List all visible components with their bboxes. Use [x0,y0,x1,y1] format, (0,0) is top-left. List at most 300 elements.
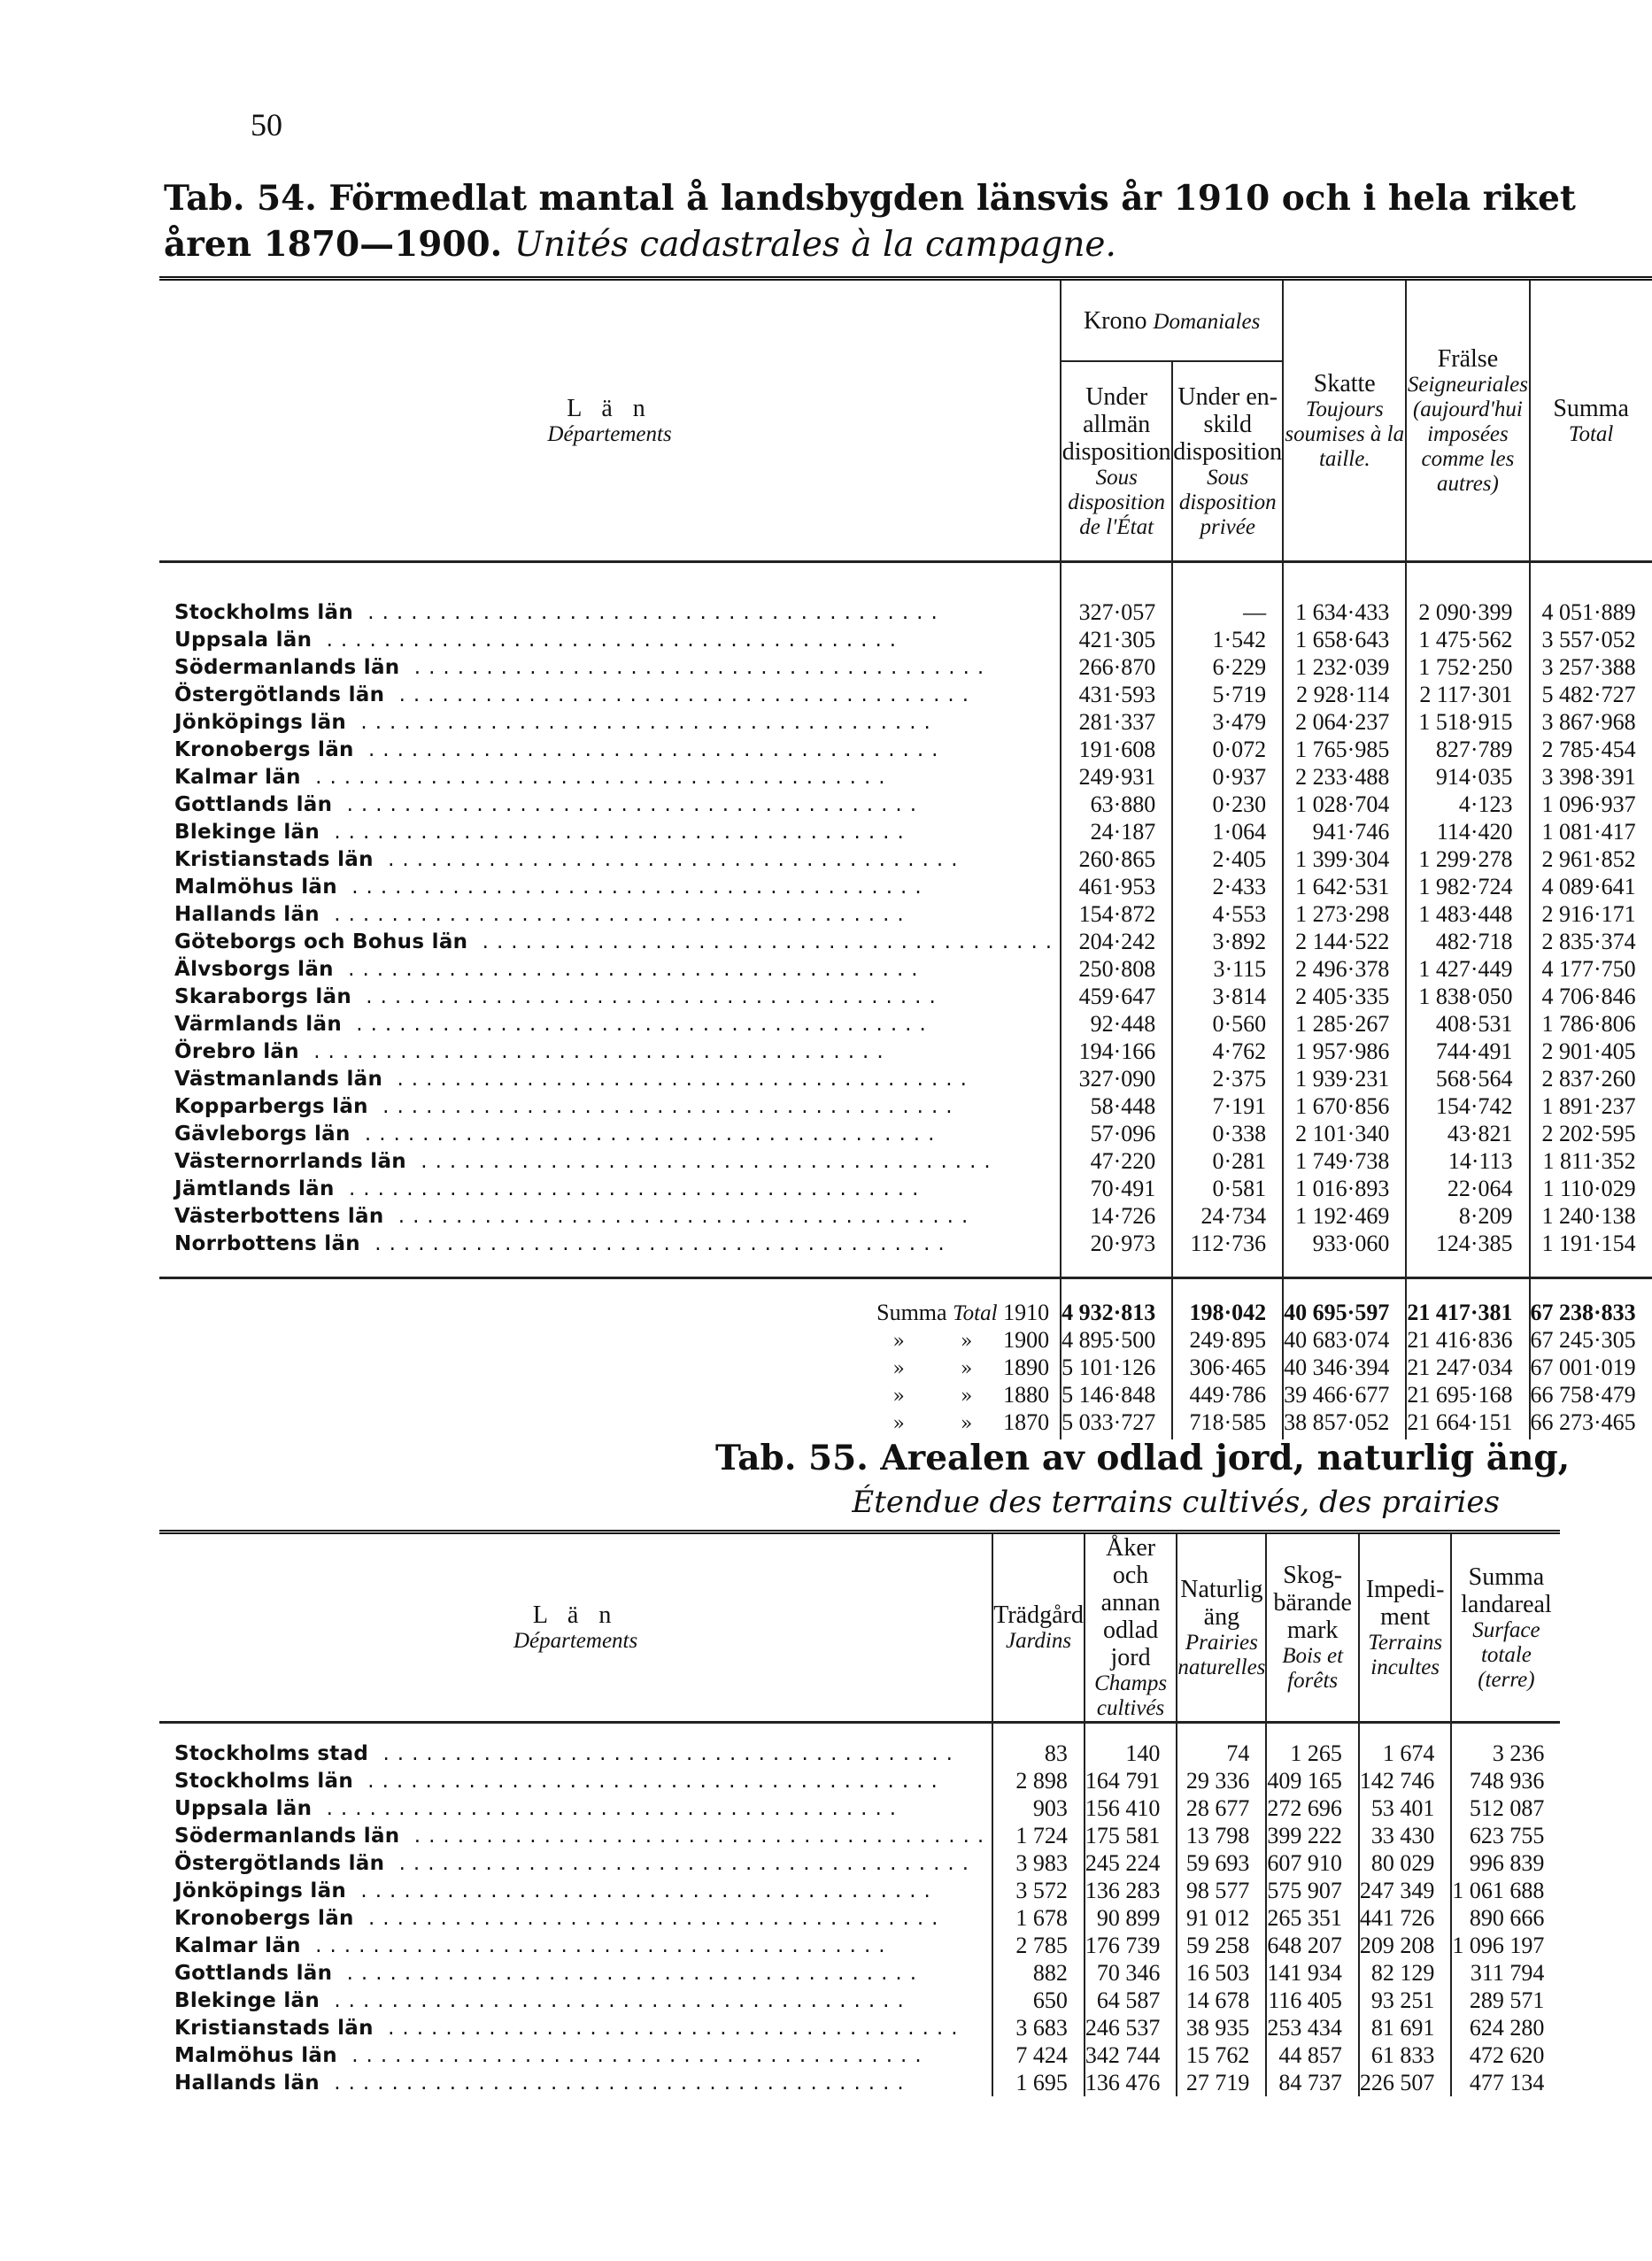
leader-dots: ........................................ [399,1824,992,1848]
leader-dots: ........................................ [312,628,905,652]
sum-summa: 67 001·019 [1530,1354,1652,1381]
cell-skatte: 1 273·298 [1283,900,1406,928]
cell-enskild: 112·736 [1172,1230,1283,1278]
table-row [159,983,1652,1010]
table-row [159,928,1652,955]
lan-name [159,1175,1061,1202]
cell-summa: 1 891·237 [1530,1092,1652,1120]
t55-header-tradgard-sv: Trädgård [993,1601,1084,1629]
table-row [159,1987,1560,2014]
t55-header-skog [1266,1532,1359,1723]
cell-allman: 327·090 [1061,1065,1172,1092]
cell-tradgard: 882 [992,1959,1085,1987]
leader-dots: ........................................ [320,820,912,844]
cell-enskild: 24·734 [1172,1202,1283,1230]
sum-row [159,1381,1652,1408]
cell-skatte: 1 642·531 [1283,873,1406,900]
lan-name [159,1822,992,1849]
sum-year: 1910 [1003,1299,1050,1325]
lan-name [159,1767,992,1794]
cell-allman: 461·953 [1061,873,1172,900]
lan-name-label: Stockholms län [174,600,353,624]
t55-header-aker-fr: Champs cultivés [1094,1671,1168,1720]
cell-aker: 140 [1085,1723,1177,1768]
leader-dots: ........................................ [367,1094,961,1118]
cell-enskild: 2·433 [1172,873,1283,900]
lan-name [159,1038,1061,1065]
lan-name [159,1849,992,1877]
lan-name [159,1202,1061,1230]
lan-name-label: Gottlands län [174,792,333,816]
t55-header-lan-sv: L ä n [532,1601,619,1629]
sum-label [159,1326,1061,1354]
lan-name [159,1877,992,1904]
lan-name-label: Kristianstads län [174,847,374,871]
cell-summa: 2 785·454 [1530,736,1652,763]
cell-allman: 154·872 [1061,900,1172,928]
cell-ang: 98 577 [1177,1877,1266,1904]
cell-enskild: 1·542 [1172,626,1283,653]
cell-fralse: 2 117·301 [1406,681,1529,708]
sum-label-fr: » [960,1412,973,1435]
cell-fralse: 1 982·724 [1406,873,1529,900]
cell-skatte: 1 285·267 [1283,1010,1406,1038]
sum-row [159,1354,1652,1381]
cell-summa: 5 482·727 [1530,681,1652,708]
cell-enskild: 0·338 [1172,1120,1283,1147]
lan-name-label: Jämtlands län [174,1177,335,1200]
cell-allman: 250·808 [1061,955,1172,983]
cell-impediment: 80 029 [1359,1849,1452,1877]
lan-name [159,1120,1061,1147]
cell-ang: 27 719 [1177,2069,1266,2096]
cell-skatte: 2 064·237 [1283,708,1406,736]
lan-name-label: Kronobergs län [174,1906,354,1930]
cell-skatte: 2 144·522 [1283,928,1406,955]
cell-enskild: 4·553 [1172,900,1283,928]
sum-summa: 67 245·305 [1530,1326,1652,1354]
lan-name-label: Kalmar län [174,765,301,789]
cell-skatte: 1 939·231 [1283,1065,1406,1092]
cell-aker: 342 744 [1085,2041,1177,2069]
sum-fralse: 21 664·151 [1406,1408,1529,1439]
leader-dots: ........................................ [346,710,938,734]
cell-summa: 1 240·138 [1530,1202,1652,1230]
cell-enskild: 6·229 [1172,653,1283,681]
sum-enskild: 718·585 [1172,1408,1283,1439]
table-row [159,1794,1560,1822]
lan-name [159,2041,992,2069]
table55-body [159,1723,1560,2097]
cell-enskild: 3·814 [1172,983,1283,1010]
table-row [159,1120,1652,1147]
cell-skatte: 1 016·893 [1283,1175,1406,1202]
header-krono [1061,279,1283,362]
header-skatte [1283,279,1406,562]
leader-dots: ........................................ [353,737,946,761]
lan-name [159,1065,1061,1092]
lan-name-label: Hallands län [174,902,320,926]
cell-ang: 38 935 [1177,2014,1266,2041]
leader-dots: ........................................ [342,1012,934,1036]
sum-summa: 66 758·479 [1530,1381,1652,1408]
table-row [159,791,1652,818]
cell-fralse: 914·035 [1406,763,1529,791]
lan-name-label: Östergötlands län [174,683,385,706]
cell-summa: 1 811·352 [1530,1147,1652,1175]
cell-aker: 246 537 [1085,2014,1177,2041]
header-krono-fr: Domaniales [1153,309,1261,334]
leader-dots: ........................................ [351,984,944,1008]
cell-summa: 1 096·937 [1530,791,1652,818]
cell-skatte: 941·746 [1283,818,1406,845]
cell-impediment: 441 726 [1359,1904,1452,1932]
header-summa-sv: Summa [1553,394,1629,422]
header-skatte-sv: Skatte [1313,369,1376,397]
cell-allman: 24·187 [1061,818,1172,845]
lan-name [159,928,1061,955]
cell-skatte: 2 233·488 [1283,763,1406,791]
lan-name-label: Värmlands län [174,1012,342,1036]
cell-tradgard: 650 [992,1987,1085,2014]
cell-allman: 20·973 [1061,1230,1172,1278]
cell-aker: 70 346 [1085,1959,1177,1987]
cell-impediment: 53 401 [1359,1794,1452,1822]
cell-summa: 2 835·374 [1530,928,1652,955]
cell-summa: 311 794 [1451,1959,1560,1987]
t55-header-skog-fr: Bois et forêts [1282,1644,1344,1693]
cell-enskild: 0·937 [1172,763,1283,791]
leader-dots: ........................................ [332,1961,925,1985]
cell-allman: 70·491 [1061,1175,1172,1202]
cell-allman: 459·647 [1061,983,1172,1010]
cell-skog: 44 857 [1266,2041,1359,2069]
lan-name [159,562,1061,627]
sum-label-sv: » [892,1412,905,1435]
cell-skog: 1 265 [1266,1723,1359,1768]
cell-fralse: 1 483·448 [1406,900,1529,928]
lan-name-label: Norrbottens län [174,1231,360,1255]
table-row [159,1175,1652,1202]
lan-name [159,2069,992,2096]
cell-enskild: 0·560 [1172,1010,1283,1038]
lan-name-label: Uppsala län [174,628,313,652]
lan-name-label: Jönköpings län [174,1879,347,1902]
leader-dots: ........................................ [332,792,925,816]
cell-fralse: 1 475·562 [1406,626,1529,653]
cell-skatte: 2 405·335 [1283,983,1406,1010]
t55-header-lan [159,1532,992,1723]
cell-summa: 2 837·260 [1530,1065,1652,1092]
table-row [159,1959,1560,1987]
cell-aker: 64 587 [1085,1987,1177,2014]
cell-aker: 156 410 [1085,1794,1177,1822]
header-allman [1061,361,1172,562]
sum-row [159,1326,1652,1354]
t55-header-impediment-fr: Terrains incultes [1368,1630,1443,1679]
leader-dots: ........................................ [399,655,992,679]
lan-name [159,736,1061,763]
cell-summa: 4 051·889 [1530,562,1652,627]
cell-skatte: 1 399·304 [1283,845,1406,873]
cell-summa: 748 936 [1451,1767,1560,1794]
lan-name [159,708,1061,736]
table-row [159,2069,1560,2096]
cell-allman: 14·726 [1061,1202,1172,1230]
header-lan-fr: Départements [547,421,672,446]
cell-allman: 92·448 [1061,1010,1172,1038]
lan-name [159,873,1061,900]
cell-summa: 3 236 [1451,1723,1560,1768]
lan-name-label: Södermanlands län [174,655,400,679]
leader-dots: ........................................ [300,1933,893,1957]
table55-title-fr: Étendue des terrains cultivés, des prairies [852,1485,1500,1520]
cell-summa: 890 666 [1451,1904,1560,1932]
cell-summa: 477 134 [1451,2069,1560,2096]
leader-dots: ........................................ [373,847,966,871]
cell-summa: 4 177·750 [1530,955,1652,983]
table-row [159,818,1652,845]
cell-enskild: — [1172,562,1283,627]
lan-name [159,1987,992,2014]
cell-allman: 47·220 [1061,1147,1172,1175]
lan-name-label: Stockholms stad [174,1741,369,1765]
cell-skatte: 1 028·704 [1283,791,1406,818]
cell-tradgard: 903 [992,1794,1085,1822]
cell-skog: 409 165 [1266,1767,1359,1794]
lan-name-label: Älvsborgs län [174,957,334,981]
sum-enskild: 249·895 [1172,1326,1283,1354]
table54-title-line1: Tab. 54. Förmedlat mantal å landsbygden länsvis år 1910 och i hela riket [164,178,1576,219]
cell-fralse: 408·531 [1406,1010,1529,1038]
cell-skog: 272 696 [1266,1794,1359,1822]
cell-summa: 624 280 [1451,2014,1560,2041]
header-enskild [1172,361,1283,562]
lan-name [159,900,1061,928]
cell-skog: 648 207 [1266,1932,1359,1959]
header-skatte-fr: Toujours soumises à la taille. [1285,397,1405,471]
cell-ang: 74 [1177,1723,1266,1768]
table-row [159,1010,1652,1038]
cell-enskild: 4·762 [1172,1038,1283,1065]
cell-enskild: 1·064 [1172,818,1283,845]
cell-ang: 59 258 [1177,1932,1266,1959]
t55-header-summa-sv: Summa landareal [1461,1563,1552,1618]
lan-name-label: Kopparbergs län [174,1094,368,1118]
leader-dots: ........................................ [382,1067,975,1091]
leader-dots: ........................................ [334,1177,927,1200]
cell-aker: 245 224 [1085,1849,1177,1877]
table-row [159,1147,1652,1175]
lan-name-label: Göteborgs och Bohus län [174,930,468,953]
cell-tradgard: 1 695 [992,2069,1085,2096]
lan-name [159,955,1061,983]
cell-fralse: 1 299·278 [1406,845,1529,873]
sum-fralse: 21 695·168 [1406,1381,1529,1408]
cell-ang: 29 336 [1177,1767,1266,1794]
leader-dots: ........................................ [350,1122,943,1146]
cell-skatte: 1 957·986 [1283,1038,1406,1065]
cell-fralse: 1 838·050 [1406,983,1529,1010]
cell-summa: 1 081·417 [1530,818,1652,845]
sum-enskild: 449·786 [1172,1381,1283,1408]
table54 [159,276,1652,1439]
cell-skatte: 1 192·469 [1283,1202,1406,1230]
lan-name-label: Blekinge län [174,820,320,844]
sum-label-fr: » [960,1330,973,1353]
lan-name [159,1010,1061,1038]
t55-header-aker [1085,1532,1177,1723]
cell-skatte: 1 670·856 [1283,1092,1406,1120]
cell-allman: 327·057 [1061,562,1172,627]
sum-allman: 5 033·727 [1061,1408,1172,1439]
cell-ang: 16 503 [1177,1959,1266,1987]
sum-skatte: 40 695·597 [1283,1278,1406,1327]
cell-ang: 28 677 [1177,1794,1266,1822]
cell-fralse: 22·064 [1406,1175,1529,1202]
cell-enskild: 0·281 [1172,1147,1283,1175]
cell-impediment: 209 208 [1359,1932,1452,1959]
table-row [159,2041,1560,2069]
table54-title-line2 [164,221,1509,268]
cell-enskild: 2·375 [1172,1065,1283,1092]
header-fralse-sv: Frälse [1437,344,1499,373]
cell-enskild: 7·191 [1172,1092,1283,1120]
cell-ang: 91 012 [1177,1904,1266,1932]
lan-name-label: Jönköpings län [174,710,347,734]
leader-dots: ........................................ [320,1988,912,2012]
leader-dots: ........................................ [467,930,1061,953]
table54-title [164,175,1576,268]
lan-name [159,791,1061,818]
cell-skog: 84 737 [1266,2069,1359,2096]
leader-dots: ........................................ [353,600,946,624]
leader-dots: ........................................ [312,1796,905,1820]
table-row [159,1849,1560,1877]
lan-name [159,1959,992,1987]
cell-aker: 164 791 [1085,1767,1177,1794]
table-row [159,736,1652,763]
leader-dots: ........................................ [359,1231,953,1255]
cell-summa: 472 620 [1451,2041,1560,2069]
table-row [159,1092,1652,1120]
cell-fralse: 827·789 [1406,736,1529,763]
cell-skog: 253 434 [1266,2014,1359,2041]
lan-name [159,1904,992,1932]
cell-allman: 281·337 [1061,708,1172,736]
table-row [159,1904,1560,1932]
cell-impediment: 1 674 [1359,1723,1452,1768]
table-row [159,873,1652,900]
header-summa-fr: Total [1568,421,1614,446]
sum-skatte: 40 346·394 [1283,1354,1406,1381]
table-row [159,900,1652,928]
cell-fralse: 114·420 [1406,818,1529,845]
leader-dots: ........................................ [368,1741,961,1765]
sum-label-sv: » [892,1357,905,1380]
leader-dots: ........................................ [333,957,926,981]
cell-summa: 1 061 688 [1451,1877,1560,1904]
lan-name-label: Gävleborgs län [174,1122,351,1146]
cell-aker: 136 476 [1085,2069,1177,2096]
sum-label-fr: » [960,1385,973,1408]
sum-label [159,1278,1061,1327]
cell-skog: 399 222 [1266,1822,1359,1849]
t55-header-aker-sv: Åker och annan odlad jord [1100,1534,1161,1671]
table-row [159,2014,1560,2041]
cell-summa: 289 571 [1451,1987,1560,2014]
table-row [159,1202,1652,1230]
t55-header-tradgard [992,1532,1085,1723]
lan-name-label: Stockholms län [174,1769,353,1793]
cell-skatte: 1 749·738 [1283,1147,1406,1175]
table-row [159,1877,1560,1904]
cell-summa: 512 087 [1451,1794,1560,1822]
leader-dots: ........................................ [336,875,930,899]
leader-dots: ........................................ [383,1204,977,1228]
cell-summa: 4 706·846 [1530,983,1652,1010]
table-row [159,562,1652,627]
cell-tradgard: 3 683 [992,2014,1085,2041]
sum-summa: 66 273·465 [1530,1408,1652,1439]
cell-summa: 2 901·405 [1530,1038,1652,1065]
cell-tradgard: 7 424 [992,2041,1085,2069]
cell-fralse: 568·564 [1406,1065,1529,1092]
t55-header-ang-fr: Prairies naturelles [1177,1630,1266,1679]
leader-dots: ........................................ [405,1149,999,1173]
cell-skog: 575 907 [1266,1877,1359,1904]
cell-skatte: 1 634·433 [1283,562,1406,627]
cell-fralse: 14·113 [1406,1147,1529,1175]
leader-dots: ........................................ [384,683,977,706]
table-row [159,1038,1652,1065]
cell-aker: 136 283 [1085,1877,1177,1904]
cell-summa: 1 110·029 [1530,1175,1652,1202]
cell-skatte: 1 232·039 [1283,653,1406,681]
cell-skatte: 1 658·643 [1283,626,1406,653]
cell-allman: 194·166 [1061,1038,1172,1065]
header-allman-fr: Sous disposition de l'État [1068,465,1166,539]
sum-enskild: 198·042 [1172,1278,1283,1327]
sum-skatte: 38 857·052 [1283,1408,1406,1439]
cell-summa: 623 755 [1451,1822,1560,1849]
lan-name-label: Västernorrlands län [174,1149,406,1173]
cell-fralse: 1 752·250 [1406,653,1529,681]
cell-enskild: 5·719 [1172,681,1283,708]
cell-impediment: 226 507 [1359,2069,1452,2096]
cell-skatte: 933·060 [1283,1230,1406,1278]
cell-impediment: 81 691 [1359,2014,1452,2041]
cell-enskild: 3·115 [1172,955,1283,983]
header-allman-sv: Under allmän disposition [1061,382,1171,466]
cell-summa: 4 089·641 [1530,873,1652,900]
leader-dots: ........................................ [373,2016,966,2040]
cell-skatte: 1 765·985 [1283,736,1406,763]
header-summa [1530,279,1652,562]
table-row [159,1230,1652,1278]
cell-ang: 15 762 [1177,2041,1266,2069]
cell-summa: 3 557·052 [1530,626,1652,653]
lan-name-label: Kronobergs län [174,737,354,761]
cell-tradgard: 3 572 [992,1877,1085,1904]
sum-label [159,1408,1061,1439]
t55-header-skog-sv: Skog-bärande mark [1273,1562,1352,1644]
lan-name-label: Gottlands län [174,1961,333,1985]
sum-year: 1870 [1003,1408,1050,1435]
leader-dots: ........................................ [353,1906,946,1930]
lan-name-label: Malmöhus län [174,2043,337,2067]
sum-allman: 4 895·500 [1061,1326,1172,1354]
